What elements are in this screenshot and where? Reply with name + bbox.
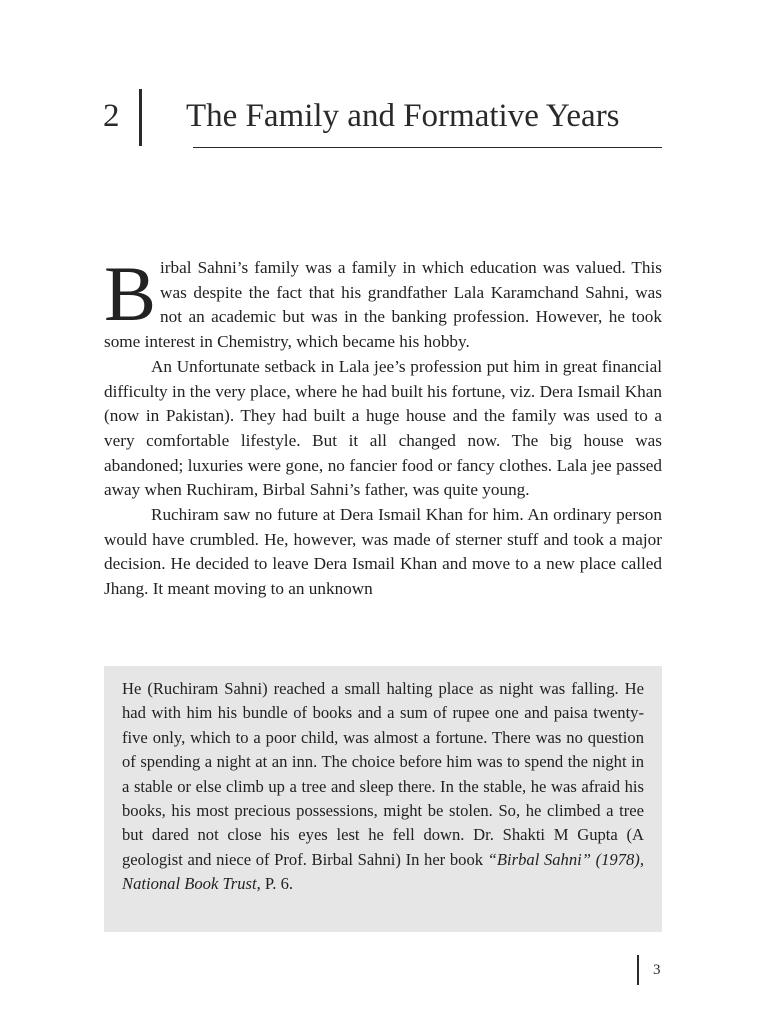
quote-box (104, 666, 662, 932)
quote-body: He (Ruchiram Sahni) reached a small halting place as night was falling. He had with him his bundle of books and a sum of rupee one and paisa twenty-five only, which to a poor child, was almost a fortune. There was no question of spending a night at an inn. The choice before him was to spend the night in a stable or else climb up a tree and sleep there. In the stable, he was afraid his books, his most precious possessions, might be stolen. So, he climbed a tree but dared not close his eyes lest he fell down. Dr. Shakti M Gupta (A geologist and niece of Prof. Birbal Sahni) In her book (122, 679, 644, 869)
drop-cap: B (104, 250, 157, 337)
page-number-bar (637, 955, 639, 985)
quote-page-ref: , P. 6. (256, 874, 294, 894)
chapter-title: The Family and Formative Years (186, 98, 620, 134)
title-underline (193, 147, 662, 148)
chapter-header (0, 0, 768, 160)
quote-text (122, 677, 644, 897)
chapter-divider-bar (139, 89, 142, 146)
quote-source: “Birbal Sahni” (1978), National Book Trust (122, 849, 644, 894)
paragraph: An Unfortunate setback in Lala jee’s profession put him in great financial difficulty in the very place, where he had built his fortune, viz. Dera Ismail Khan (now in Pakistan). They had built a huge house and the family was used to a very comfortable lifestyle. But it all changed now. The big house was abandoned; luxuries were gone, no fancier food or fancy clothes. Lala jee passed away when Ruchiram, Birbal Sahni’s father, was quite young. (104, 356, 662, 500)
paragraph: Ruchiram saw no future at Dera Ismail Khan for him. An ordinary person would have crumbled. He, however, was made of sterner stuff and took a major decision. He decided to leave Dera Ismail Khan and move to a new place called Jhang. It meant moving to an unknown (104, 505, 662, 599)
page-number: 3 (653, 962, 661, 978)
body-text (104, 250, 662, 602)
paragraph (104, 250, 662, 355)
paragraph-text: irbal Sahni’s family was a family in which education was valued. This was despite the fact that his grandfather Lala Karamchand Sahni, was not an academic but was in the banking profession. However, he took some interest in Chemistry, which became his hobby. (104, 258, 662, 352)
chapter-number: 2 (103, 98, 120, 134)
